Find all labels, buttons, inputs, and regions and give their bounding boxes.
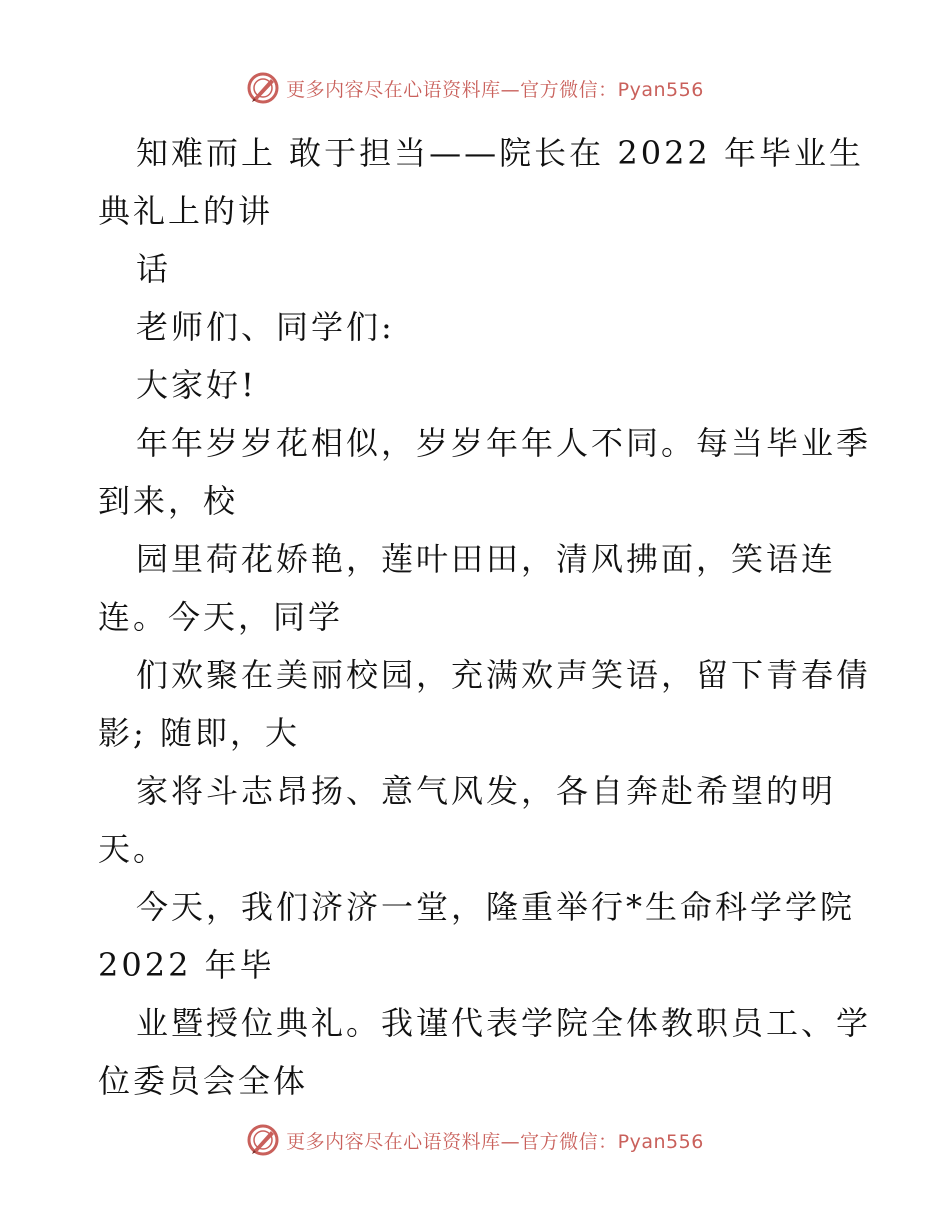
text-line: 2022 年毕 [98, 946, 275, 984]
text-line: 家将斗志昂扬、意气风发，各自奔赴希望的明 [136, 772, 837, 810]
text-line: 天。 [98, 830, 169, 868]
pen-in-circle-icon [246, 71, 280, 105]
header-banner-content [246, 71, 704, 105]
footer-banner-content [246, 1123, 704, 1157]
pen-in-circle-icon [246, 1123, 280, 1157]
text-line: 业暨授位典礼。我谨代表学院全体教职员工、学 [136, 1004, 872, 1042]
text-line: 们欢聚在美丽校园，充满欢声笑语，留下青春倩 [136, 656, 872, 694]
text-line: 典礼上的讲 [98, 192, 274, 230]
text-line: 位委员会全体 [98, 1062, 309, 1100]
header-banner [0, 68, 950, 108]
document-body [98, 124, 872, 1110]
text-line: 年年岁岁花相似，岁岁年年人不同。每当毕业季 [136, 424, 872, 462]
text-line: 今天，我们济济一堂，隆重举行*生命科学学院 [136, 888, 856, 926]
text-line: 连。今天，同学 [98, 598, 344, 636]
footer-banner [0, 1120, 950, 1160]
text-line: 影; 随即，大 [98, 714, 300, 752]
text-line: 话 [136, 250, 172, 288]
text-line: 老师们、同学们: [136, 308, 395, 346]
banner-text: 更多内容尽在心语资料库—官方微信：Pyan556 [286, 1130, 704, 1153]
text-line: 园里荷花娇艳，莲叶田田，清风拂面，笑语连 [136, 540, 837, 578]
text-line: 到来，校 [98, 482, 239, 520]
text-line: 大家好! [136, 366, 257, 404]
banner-text: 更多内容尽在心语资料库—官方微信：Pyan556 [286, 78, 704, 101]
text-line: 知难而上 敢于担当——院长在 2022 年毕业生 [136, 134, 864, 172]
